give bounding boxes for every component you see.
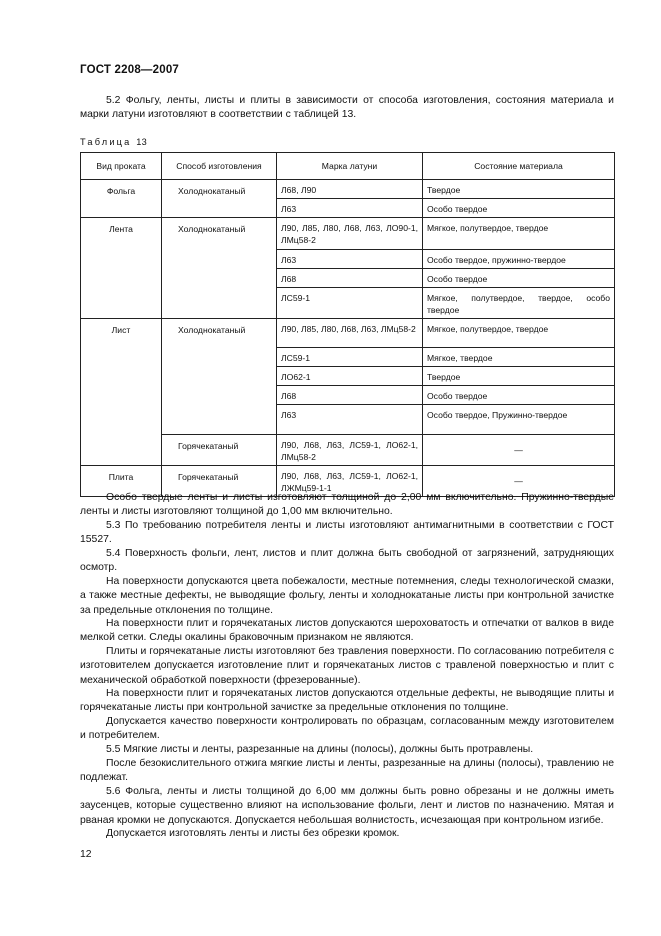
cell-state: Мягкое, твердое: [423, 348, 615, 367]
cell-state: —: [423, 466, 615, 497]
table-caption: [80, 137, 147, 147]
cell-grade: Л68: [277, 269, 423, 288]
header-product-type: Вид проката: [81, 153, 162, 180]
table-caption-word: Таблица: [80, 137, 132, 147]
body-paragraph: Плиты и горячекатаные листы изготовляют без травления поверхности. По согласованию потребителя с изготовителем допускается изготовление плит и горячекатаных листов с травленой поверхностью и плит с механической обработкой поверхности (фрезерованные).: [80, 646, 614, 686]
cell-state: Твердое: [423, 180, 615, 199]
body-paragraph: 5.5 Мягкие листы и ленты, разрезанные на длины (полосы), должны быть протравлены.: [106, 744, 534, 755]
cell-product-type: Лента: [81, 218, 162, 319]
cell-grade: ЛО62-1: [277, 367, 423, 386]
table-caption-number: 13: [136, 137, 148, 147]
cell-grade: Л90, Л68, Л63, ЛС59-1, ЛО62-1, ЛЖМц59-1-1: [277, 466, 423, 497]
cell-grade: Л90, Л85, Л80, Л68, Л63, ЛО90-1, ЛМц58-2: [277, 218, 423, 250]
page-number: 12: [80, 849, 92, 860]
brass-products-table: [80, 152, 615, 497]
cell-state: Особо твердое: [423, 386, 615, 405]
cell-grade: ЛС59-1: [277, 288, 423, 319]
table-row: [81, 180, 615, 199]
body-paragraph: 5.6 Фольга, ленты и листы толщиной до 6,00 мм должны быть ровно обрезаны и не должны иметь заусенцев, которые существенно влияют на использование фольги, лент и листов по назначению. Мятая и рваная кромки не допускаются. Допускается небольшая волнистость, исчезающая при контрольном изгибе.: [80, 786, 614, 826]
cell-method: Холоднокатаный: [162, 319, 277, 435]
cell-state: —: [423, 435, 615, 466]
body-paragraph: На поверхности плит и горячекатаных листов допускаются шероховатость и отпечатки от валков в виде мелкой сетки. Следы окалины браковочным признаком не являются.: [80, 618, 614, 644]
cell-method: Холоднокатаный: [162, 218, 277, 319]
table-row: [81, 218, 615, 250]
cell-grade: Л63: [277, 405, 423, 435]
body-paragraph: На поверхности плит и горячекатаных листов допускаются отдельные дефекты, не выводящие плиты и горячекатаные листы при контрольной зачистке за предельные отклонения по толщине.: [80, 688, 614, 714]
cell-grade: ЛС59-1: [277, 348, 423, 367]
cell-grade: Л90, Л85, Л80, Л68, Л63, ЛМц58-2: [277, 319, 423, 348]
intro-paragraph: 5.2 Фольгу, ленты, листы и плиты в зависимости от способа изготовления, состояния материала и марки латуни изготовляют в соответствии с таблицей 13.: [80, 95, 614, 121]
header-material-state: Состояние материала: [423, 153, 615, 180]
body-paragraph: На поверхности допускаются цвета побежалости, местные потемнения, следы технологической смазки, а также местные дефекты, не выводящие фольгу, ленты и холоднокатаные листы при контрольной зачистке за предельные отклонения по толщине.: [80, 576, 614, 616]
cell-state: Особо твердое: [423, 199, 615, 218]
header-manufacturing-method: Способ изготовления: [162, 153, 277, 180]
cell-method: Холоднокатаный: [162, 180, 277, 218]
body-paragraph: Допускается качество поверхности контролировать по образцам, согласованным между изготовителем и потребителем.: [80, 716, 614, 742]
document-header: ГОСТ 2208—2007: [80, 64, 180, 76]
cell-product-type: Плита: [81, 466, 162, 497]
cell-method: Горячекатаный: [162, 466, 277, 497]
cell-product-type: Лист: [81, 319, 162, 466]
cell-state: Особо твердое: [423, 269, 615, 288]
body-paragraph: Допускается изготовлять ленты и листы без обрезки кромок.: [106, 828, 400, 839]
cell-method: Горячекатаный: [162, 435, 277, 466]
cell-state: Мягкое, полутвердое, твердое: [423, 319, 615, 348]
table-header-row: [81, 153, 615, 180]
table-row: [81, 319, 615, 348]
cell-grade: Л63: [277, 250, 423, 269]
header-brass-grade: Марка латуни: [277, 153, 423, 180]
cell-product-type: Фольга: [81, 180, 162, 218]
cell-grade: Л68, Л90: [277, 180, 423, 199]
table-row: [81, 435, 615, 466]
cell-grade: Л90, Л68, Л63, ЛС59-1, ЛО62-1, ЛМц58-2: [277, 435, 423, 466]
body-paragraph: Особо твердые ленты и листы изготовляют толщиной до 2,00 мм включительно. Пружинно-твердые ленты и листы изготовляют толщиной до 1,00 мм включительно.: [80, 492, 614, 518]
body-paragraph: 5.4 Поверхность фольги, лент, листов и плит должна быть свободной от загрязнений, затрудняющих осмотр.: [80, 548, 614, 574]
cell-state: Твердое: [423, 367, 615, 386]
body-paragraph: 5.3 По требованию потребителя ленты и листы изготовляют антимагнитными в соответствии с ГОСТ 15527.: [80, 520, 614, 546]
cell-grade: Л68: [277, 386, 423, 405]
cell-state: Мягкое, полутвердое, твердое, особо твердое: [423, 288, 615, 319]
body-paragraph: После безокислительного отжига мягкие листы и ленты, разрезанные на длины (полосы), травлению не подлежат.: [80, 758, 614, 784]
cell-state: Мягкое, полутвердое, твердое: [423, 218, 615, 250]
cell-grade: Л63: [277, 199, 423, 218]
cell-state: Особо твердое, пружинно-твердое: [423, 250, 615, 269]
cell-state: Особо твердое, Пружинно-твердое: [423, 405, 615, 435]
